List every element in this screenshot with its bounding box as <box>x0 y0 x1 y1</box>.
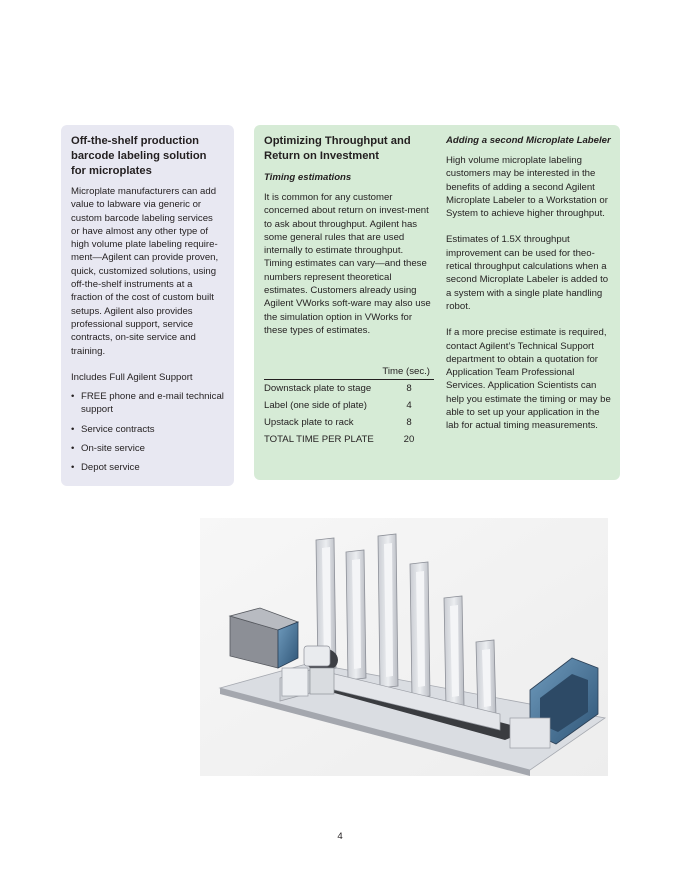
second-labeler-paragraph: If a more precise estimate is required, contact Agilent’s Technical Support department to obtain a quotation for Application Team Professional Services. Application Scientists can help you estimate the timing or may be able to set up your application in the lab for actual timing measurements. <box>446 327 611 432</box>
support-sidebar-panel <box>61 125 234 486</box>
table-row: Upstack plate to rack 8 <box>264 417 412 428</box>
table-row: Label (one side of plate) 4 <box>264 400 412 411</box>
throughput-column <box>264 134 434 337</box>
table-row: Downstack plate to stage 8 <box>264 383 412 394</box>
bullet-icon: • <box>71 462 75 474</box>
table-row: TOTAL TIME PER PLATE 20 <box>264 434 415 445</box>
list-item: • On-site service <box>71 443 145 455</box>
list-item: • Depot service <box>71 462 140 474</box>
timing-table <box>264 365 434 448</box>
support-list <box>71 390 224 474</box>
timing-heading: Timing estimations <box>264 172 352 183</box>
list-item: • Service contracts <box>71 423 155 435</box>
bullet-icon: • <box>71 423 75 435</box>
second-labeler-heading: Adding a second Microplate Labeler <box>446 135 611 146</box>
table-header: Time (sec.) <box>264 365 434 380</box>
throughput-title: Optimizing Throughput and Return on Investment <box>264 135 411 162</box>
labeler-system-illustration <box>200 518 608 776</box>
support-intro: Includes Full Agilent Support <box>71 371 193 383</box>
second-labeler-column <box>446 134 614 433</box>
list-item: • FREE phone and e-mail technical support <box>71 391 224 416</box>
timing-text: It is common for any customer concerned about return on invest-ment to ask about throughput. Agilent has some general rules that are used internally to estimate throughput. Timing estimates can vary—and these numbers represent theoretical estimates. Customers already using Agilent VWorks soft-ware may also use the simulation option in VWorks for these types of estimates. <box>264 192 431 336</box>
sidebar-title: Off-the-shelf production barcode labeling solution for microplates <box>71 135 207 177</box>
bullet-icon: • <box>71 443 75 455</box>
second-labeler-paragraph: Estimates of 1.5X throughput improvement can be used for theo-retical throughput calculations when a second Microplate Labeler is added to a system with a single plate handling robot. <box>446 234 609 312</box>
sidebar-body: Microplate manufacturers can add value to labware via generic or custom barcode labeling services or have almost any other type of high volume plate labeling require-ment—Agilent can provide proven, quick, customized solutions, using off-the-shelf instruments at a fraction of the cost of custom built setups. Agilent also provides professional support, service contracts, on-site service and training. <box>71 186 219 357</box>
bullet-icon: • <box>71 391 75 403</box>
throughput-panel <box>254 125 620 480</box>
page-number: 4 <box>337 831 343 842</box>
second-labeler-paragraph: High volume microplate labeling customers may be interested in the benefits of adding a second Agilent Microplate Labeler to a Workstation or System to achieve higher throughput. <box>446 155 608 220</box>
